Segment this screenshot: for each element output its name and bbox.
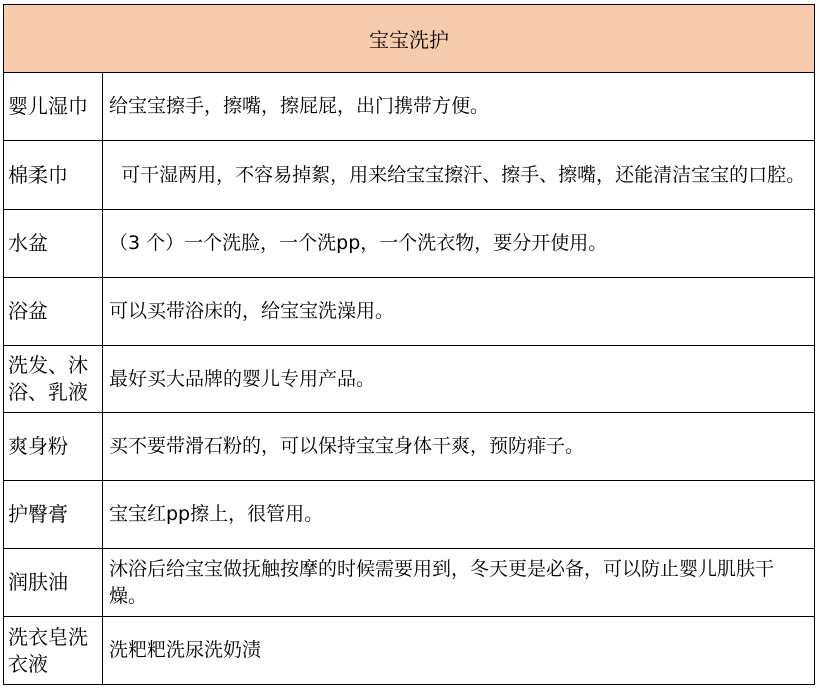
table-row	[4, 141, 814, 210]
item-name: 护臀膏	[4, 481, 103, 548]
item-description: 给宝宝擦手，擦嘴，擦屁屁，出门携带方便。	[109, 95, 490, 117]
item-name: 爽身粉	[4, 413, 103, 480]
table-row	[4, 549, 814, 617]
item-description: 可以买带浴床的，给宝宝洗澡用。	[109, 300, 395, 322]
item-name: 婴儿湿巾	[4, 73, 103, 140]
item-name: 棉柔巾	[4, 141, 103, 209]
table-row	[4, 413, 814, 481]
item-description: 沐浴后给宝宝做抚触按摩的时候需要用到，冬天更是必备，可以防止婴儿肌肤干燥。	[109, 557, 775, 607]
table-header: 宝宝洗护	[4, 5, 814, 73]
item-description: 买不要带滑石粉的，可以保持宝宝身体干爽，预防痱子。	[109, 435, 585, 457]
item-description: （3 个）一个洗脸，一个洗pp，一个洗衣物，要分开使用。	[109, 232, 608, 254]
item-description: 可干湿两用，不容易掉絮，用来给宝宝擦汗、擦手、擦嘴，还能清洁宝宝的口腔。	[109, 163, 806, 186]
item-name: 洗衣皂洗衣液	[4, 617, 103, 684]
table-row	[4, 481, 814, 549]
item-name: 浴盆	[4, 278, 103, 345]
item-description: 洗粑粑洗尿洗奶渍	[109, 639, 262, 661]
table-row	[4, 73, 814, 141]
item-name: 洗发、沐浴、乳液	[4, 346, 103, 412]
table-row	[4, 278, 814, 346]
item-description: 最好买大品牌的婴儿专用产品。	[109, 367, 376, 390]
table-row	[4, 210, 814, 278]
item-description: 宝宝红pp擦上，很管用。	[109, 503, 324, 525]
table-row	[4, 617, 814, 684]
item-name: 润肤油	[4, 549, 103, 616]
baby-care-table	[3, 4, 815, 685]
item-name: 水盆	[4, 210, 103, 277]
table-row	[4, 346, 814, 413]
